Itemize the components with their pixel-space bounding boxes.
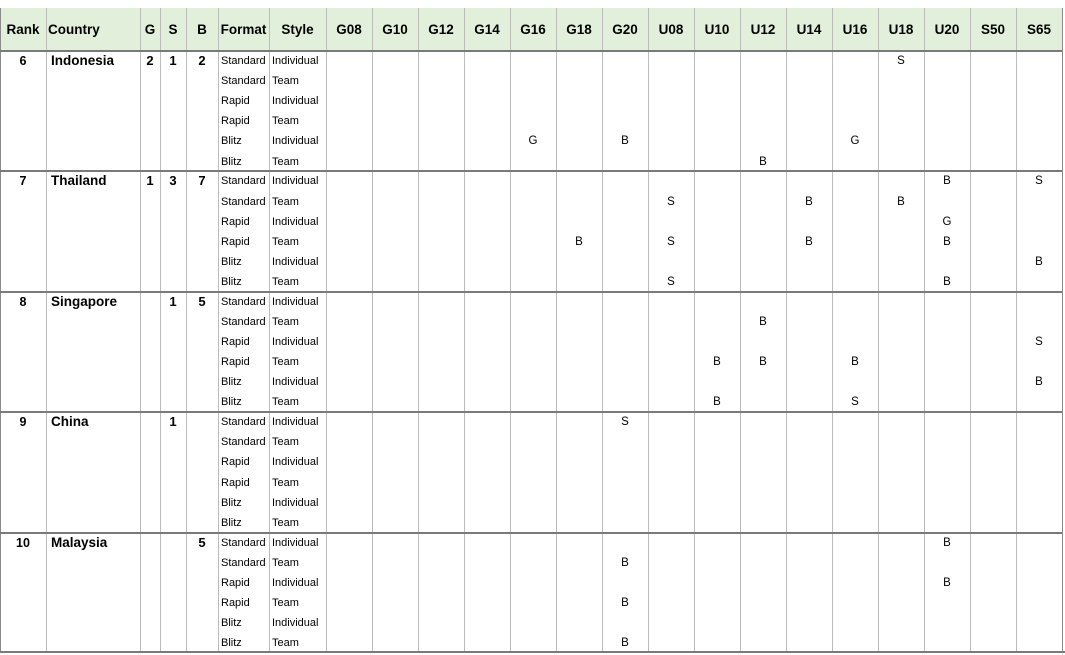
grid-vline bbox=[372, 8, 373, 651]
medal-mark-u20: B bbox=[943, 536, 951, 549]
medal-mark-g18: B bbox=[575, 235, 583, 248]
header-cell-s50: S50 bbox=[970, 8, 1016, 51]
format-cell: Blitz bbox=[221, 255, 242, 268]
rank-cell: 10 bbox=[16, 535, 30, 550]
medal-mark-u18: S bbox=[897, 55, 905, 67]
medal-mark-u20: B bbox=[943, 175, 951, 188]
format-cell: Blitz bbox=[221, 275, 242, 288]
grid-vline bbox=[269, 8, 270, 651]
medal-mark-u14: B bbox=[805, 195, 813, 208]
format-cell: Blitz bbox=[221, 516, 242, 529]
grid-vline bbox=[648, 8, 649, 651]
header-cell-format: Format bbox=[218, 8, 269, 51]
medal-mark-u08: S bbox=[667, 235, 675, 248]
style-cell: Team bbox=[272, 315, 299, 328]
format-cell: Blitz bbox=[221, 155, 242, 168]
medal-mark-u20: G bbox=[942, 215, 952, 228]
medal-count-b: 2 bbox=[198, 53, 206, 68]
style-cell: Individual bbox=[272, 576, 319, 589]
header-cell-u12: U12 bbox=[740, 8, 786, 51]
medal-mark-u12: B bbox=[759, 315, 767, 328]
format-cell: Rapid bbox=[221, 215, 250, 228]
medal-count-b: 5 bbox=[198, 534, 206, 550]
format-cell: Standard bbox=[221, 55, 266, 67]
grid-vline bbox=[1062, 8, 1063, 651]
medal-mark-u20: B bbox=[943, 275, 951, 288]
format-cell: Blitz bbox=[221, 637, 242, 650]
style-cell: Team bbox=[272, 155, 299, 168]
medal-mark-u18: B bbox=[897, 195, 905, 208]
header-cell-u08: U08 bbox=[648, 8, 694, 51]
medal-mark-u12: B bbox=[759, 155, 767, 168]
header-cell-g08: G08 bbox=[326, 8, 372, 51]
format-cell: Blitz bbox=[221, 376, 242, 389]
format-cell: Rapid bbox=[221, 476, 250, 489]
grid-vline bbox=[556, 8, 557, 651]
format-cell: Standard bbox=[221, 75, 266, 88]
style-cell: Individual bbox=[272, 255, 319, 268]
grid-vline bbox=[46, 8, 47, 651]
grid-vline bbox=[924, 8, 925, 651]
style-cell: Team bbox=[272, 516, 299, 529]
style-cell: Individual bbox=[272, 295, 319, 308]
medal-mark-g16: G bbox=[528, 135, 538, 148]
medal-mark-s65: S bbox=[1035, 336, 1043, 348]
style-cell: Individual bbox=[272, 536, 319, 549]
grid-vline bbox=[160, 8, 161, 651]
grid-vline bbox=[786, 8, 787, 651]
style-cell: Individual bbox=[272, 175, 319, 188]
medal-mark-g20: B bbox=[621, 596, 629, 609]
format-cell: Standard bbox=[221, 315, 266, 328]
medal-count-b: 7 bbox=[198, 173, 206, 189]
format-cell: Rapid bbox=[221, 336, 250, 348]
format-cell: Rapid bbox=[221, 235, 250, 248]
style-cell: Team bbox=[272, 637, 299, 650]
medal-mark-s65: B bbox=[1035, 376, 1043, 389]
medal-mark-u16: G bbox=[850, 135, 860, 148]
style-cell: Team bbox=[272, 356, 299, 369]
style-cell: Team bbox=[272, 275, 299, 288]
medal-count-s: 3 bbox=[169, 173, 177, 189]
grid-vline bbox=[326, 8, 327, 651]
format-cell: Standard bbox=[221, 436, 266, 449]
header-cell-u14: U14 bbox=[786, 8, 832, 51]
medal-count-g: 2 bbox=[146, 53, 154, 68]
medal-mark-u20: B bbox=[943, 235, 951, 248]
style-cell: Team bbox=[272, 195, 299, 208]
style-cell: Individual bbox=[272, 617, 319, 629]
country-name: Thailand bbox=[51, 173, 107, 189]
header-cell-u18: U18 bbox=[878, 8, 924, 51]
grid-vline bbox=[1016, 8, 1017, 651]
header-cell-b: B bbox=[186, 8, 218, 51]
header-cell-country: Country bbox=[46, 8, 140, 51]
country-name: Indonesia bbox=[51, 53, 115, 68]
medal-mark-s65: B bbox=[1035, 255, 1043, 268]
header-cell-u20: U20 bbox=[924, 8, 970, 51]
medal-mark-g20: B bbox=[621, 556, 629, 569]
header-cell-style: Style bbox=[269, 8, 326, 51]
header-cell-g20: G20 bbox=[602, 8, 648, 51]
medal-count-s: 1 bbox=[169, 414, 177, 430]
style-cell: Individual bbox=[272, 135, 319, 148]
format-cell: Standard bbox=[221, 536, 266, 549]
country-name: China bbox=[51, 414, 89, 430]
grid-vline bbox=[0, 8, 1, 651]
header-cell-g: G bbox=[140, 8, 160, 51]
grid-vline bbox=[510, 8, 511, 651]
style-cell: Team bbox=[272, 235, 299, 248]
grid-vline bbox=[418, 8, 419, 651]
header-cell-g16: G16 bbox=[510, 8, 556, 51]
medal-mark-g20: B bbox=[621, 637, 629, 650]
header-cell-g12: G12 bbox=[418, 8, 464, 51]
grid-hline-group bbox=[0, 532, 1062, 534]
style-cell: Team bbox=[272, 556, 299, 569]
format-cell: Standard bbox=[221, 416, 266, 429]
style-cell: Individual bbox=[272, 95, 319, 108]
format-cell: Standard bbox=[221, 556, 266, 569]
medal-mark-u14: B bbox=[805, 235, 813, 248]
rank-cell: 7 bbox=[19, 174, 27, 189]
grid-hline-bottom bbox=[0, 651, 1065, 653]
medal-mark-u10: B bbox=[713, 396, 721, 409]
format-cell: Rapid bbox=[221, 456, 250, 469]
format-cell: Rapid bbox=[221, 95, 250, 108]
style-cell: Individual bbox=[272, 376, 319, 389]
format-cell: Rapid bbox=[221, 596, 250, 609]
medal-mark-u08: S bbox=[667, 275, 675, 288]
grid-vline bbox=[186, 8, 187, 651]
header-cell-g10: G10 bbox=[372, 8, 418, 51]
grid-vline bbox=[218, 8, 219, 651]
grid-vline bbox=[832, 8, 833, 651]
header-cell-g14: G14 bbox=[464, 8, 510, 51]
header-cell-s: S bbox=[160, 8, 186, 51]
grid-vline bbox=[140, 8, 141, 651]
medal-count-s: 1 bbox=[169, 53, 177, 68]
rank-cell: 6 bbox=[19, 54, 27, 68]
style-cell: Team bbox=[272, 75, 299, 88]
format-cell: Blitz bbox=[221, 135, 242, 148]
medal-count-s: 1 bbox=[169, 293, 177, 309]
header-cell-g18: G18 bbox=[556, 8, 602, 51]
grid-vline bbox=[970, 8, 971, 651]
style-cell: Team bbox=[272, 396, 299, 409]
medal-count-b: 5 bbox=[198, 293, 206, 309]
medal-mark-u16: S bbox=[851, 396, 859, 409]
format-cell: Standard bbox=[221, 175, 266, 188]
format-cell: Blitz bbox=[221, 396, 242, 409]
format-cell: Standard bbox=[221, 195, 266, 208]
style-cell: Individual bbox=[272, 416, 319, 429]
style-cell: Team bbox=[272, 596, 299, 609]
style-cell: Individual bbox=[272, 55, 319, 67]
format-cell: Rapid bbox=[221, 356, 250, 369]
format-cell: Rapid bbox=[221, 115, 250, 128]
style-cell: Team bbox=[272, 476, 299, 489]
medal-mark-u08: S bbox=[667, 195, 675, 208]
grid-vline bbox=[464, 8, 465, 651]
header-cell-rank: Rank bbox=[0, 8, 46, 51]
header-cell-u10: U10 bbox=[694, 8, 740, 51]
format-cell: Rapid bbox=[221, 576, 250, 589]
medal-mark-g20: S bbox=[621, 416, 629, 429]
grid-vline bbox=[878, 8, 879, 651]
format-cell: Standard bbox=[221, 295, 266, 308]
style-cell: Individual bbox=[272, 456, 319, 469]
country-name: Singapore bbox=[51, 293, 118, 309]
style-cell: Individual bbox=[272, 496, 319, 509]
medal-mark-g20: B bbox=[621, 135, 629, 148]
country-name: Malaysia bbox=[51, 534, 108, 550]
medal-mark-u12: B bbox=[759, 356, 767, 369]
header-cell-u16: U16 bbox=[832, 8, 878, 51]
format-cell: Blitz bbox=[221, 496, 242, 509]
style-cell: Individual bbox=[272, 336, 319, 348]
format-cell: Blitz bbox=[221, 617, 242, 629]
medal-mark-s65: S bbox=[1035, 175, 1043, 188]
medal-mark-u10: B bbox=[713, 356, 721, 369]
style-cell: Team bbox=[272, 436, 299, 449]
medal-mark-u20: B bbox=[943, 576, 951, 589]
rank-cell: 8 bbox=[19, 294, 27, 309]
style-cell: Individual bbox=[272, 215, 319, 228]
medal-count-g: 1 bbox=[146, 173, 154, 189]
style-cell: Team bbox=[272, 115, 299, 128]
rank-cell: 9 bbox=[19, 415, 27, 430]
medal-mark-u16: B bbox=[851, 356, 859, 369]
grid-vline bbox=[694, 8, 695, 651]
header-cell-s65: S65 bbox=[1016, 8, 1062, 51]
